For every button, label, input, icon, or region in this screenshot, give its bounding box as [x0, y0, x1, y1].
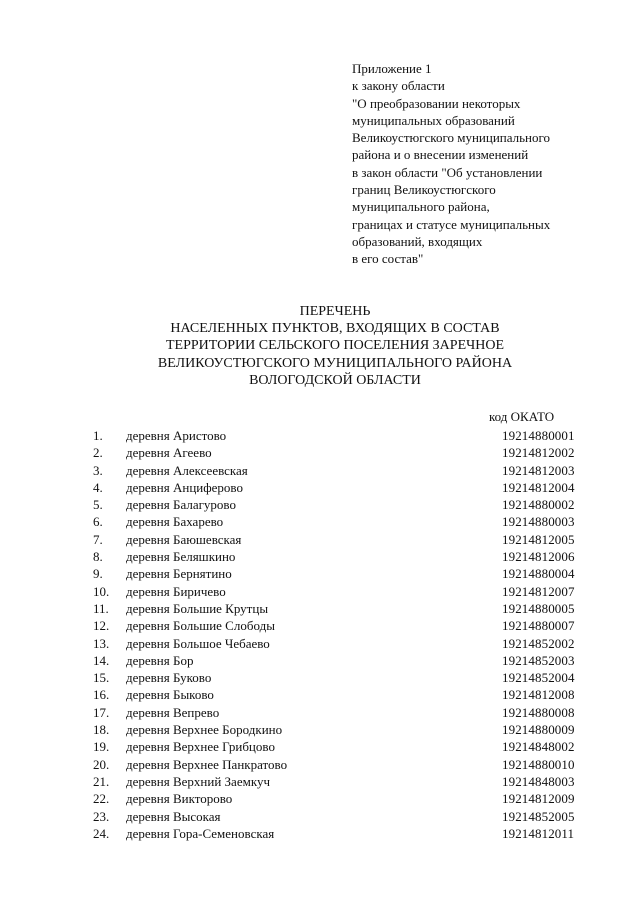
okato-code: 19214880009: [502, 722, 575, 738]
settlement-row: [0, 721, 640, 738]
settlement-name: деревня Верхний Заемкуч: [126, 773, 270, 789]
settlement-name: деревня Алексеевская: [126, 462, 248, 478]
okato-code: 19214812009: [502, 791, 575, 807]
settlement-name: деревня Бернятино: [126, 566, 232, 582]
settlement-name: деревня Анциферово: [126, 479, 243, 495]
settlement-name: деревня Агеево: [126, 445, 212, 461]
title-line: НАСЕЛЕННЫХ ПУНКТОВ, ВХОДЯЩИХ В СОСТАВ: [170, 321, 500, 337]
document-title: [0, 303, 640, 389]
okato-code: 19214852003: [502, 652, 575, 668]
okato-code: 19214880010: [502, 756, 575, 772]
settlement-row: [0, 444, 640, 461]
appendix-line: в закон области "Об установлении: [352, 164, 543, 180]
settlement-row: [0, 756, 640, 773]
appendix-line: района и о внесении изменений: [352, 147, 529, 163]
okato-code: 19214812006: [502, 549, 575, 565]
settlement-name: деревня Большие Слободы: [126, 618, 275, 634]
settlement-name: деревня Балагурово: [126, 497, 236, 513]
settlement-row: [0, 704, 640, 721]
settlement-row: [0, 825, 640, 842]
okato-code: 19214812008: [502, 687, 575, 703]
settlement-name: деревня Гора-Семеновская: [126, 825, 275, 841]
settlement-name: деревня Аристово: [126, 428, 227, 443]
settlement-name: деревня Быково: [126, 687, 214, 703]
settlement-row: [0, 479, 640, 496]
title-line: ТЕРРИТОРИИ СЕЛЬСКОГО ПОСЕЛЕНИЯ ЗАРЕЧНОЕ: [166, 338, 504, 354]
settlement-row: [0, 773, 640, 790]
settlement-row: [0, 496, 640, 513]
title-line: ВОЛОГОДСКОЙ ОБЛАСТИ: [249, 372, 421, 388]
settlement-row: [0, 686, 640, 703]
settlement-name: деревня Баюшевская: [126, 531, 242, 547]
appendix-line: к закону области: [352, 78, 445, 94]
okato-code: 19214880001: [502, 428, 575, 443]
appendix-line: в его состав": [352, 251, 424, 267]
row-number: 22.: [93, 791, 110, 807]
row-number: 19.: [93, 739, 110, 755]
settlement-name: деревня Бор: [126, 652, 194, 668]
row-number: 11.: [93, 600, 109, 616]
settlement-row: [0, 669, 640, 686]
row-number: 1.: [93, 428, 103, 443]
row-number: 12.: [93, 618, 110, 634]
okato-code: 19214852005: [502, 808, 575, 824]
settlement-name: деревня Биричево: [126, 583, 226, 599]
okato-code: 19214852004: [502, 670, 575, 686]
row-number: 4.: [93, 479, 103, 495]
settlement-row: [0, 531, 640, 548]
settlement-name: деревня Большое Чебаево: [126, 635, 270, 651]
settlement-row: [0, 427, 640, 444]
row-number: 5.: [93, 497, 103, 513]
okato-code: 19214812011: [502, 825, 575, 841]
row-number: 16.: [93, 687, 110, 703]
row-number: 17.: [93, 704, 110, 720]
okato-column-header: код ОКАТО: [489, 409, 555, 424]
row-number: 2.: [93, 445, 103, 461]
okato-code: 19214812007: [502, 583, 575, 599]
title-line: ВЕЛИКОУСТЮГСКОГО МУНИЦИПАЛЬНОГО РАЙОНА: [157, 355, 513, 371]
row-number: 7.: [93, 531, 103, 547]
appendix-line: образований, входящих: [352, 233, 483, 249]
settlement-name: деревня Верхнее Панкратово: [126, 756, 288, 772]
row-number: 6.: [93, 514, 103, 530]
row-number: 14.: [93, 652, 110, 668]
okato-code: 19214880003: [502, 514, 575, 530]
settlement-name: деревня Викторово: [126, 791, 233, 807]
row-number: 8.: [93, 549, 103, 565]
row-number: 9.: [93, 566, 103, 582]
settlement-row: [0, 635, 640, 652]
settlement-row: [0, 565, 640, 582]
okato-code: 19214812002: [502, 445, 575, 461]
appendix-line: границ Великоустюгского: [352, 182, 496, 198]
settlement-row: [0, 808, 640, 825]
okato-code: 19214880002: [502, 497, 575, 513]
settlement-row: [0, 548, 640, 565]
settlement-list: [0, 427, 640, 842]
appendix-line: границах и статусе муниципальных: [352, 216, 551, 232]
title-line: ПЕРЕЧЕНЬ: [299, 304, 371, 319]
okato-code: 19214812004: [502, 479, 575, 495]
okato-code: 19214880007: [502, 618, 575, 634]
settlement-name: деревня Бахарево: [126, 514, 224, 530]
row-number: 10.: [93, 583, 110, 599]
appendix-line: Великоустюгского муниципального: [352, 130, 551, 146]
settlement-name: деревня Вепрево: [126, 704, 220, 720]
settlement-row: [0, 738, 640, 755]
appendix-line: муниципальных образований: [352, 112, 515, 128]
row-number: 21.: [93, 773, 110, 789]
settlement-row: [0, 652, 640, 669]
okato-code: 19214880004: [502, 566, 575, 582]
settlement-row: [0, 462, 640, 479]
okato-code: 19214812005: [502, 531, 575, 547]
settlement-name: деревня Буково: [126, 670, 212, 686]
settlement-row: [0, 583, 640, 600]
okato-code: 19214848003: [502, 773, 575, 789]
appendix-line: муниципального района,: [352, 199, 490, 215]
settlement-name: деревня Беляшкино: [126, 549, 236, 565]
settlement-row: [0, 790, 640, 807]
okato-code: 19214848002: [502, 739, 575, 755]
appendix-line: Приложение 1: [352, 61, 432, 76]
appendix-line: "О преобразовании некоторых: [352, 95, 521, 111]
row-number: 15.: [93, 670, 110, 686]
okato-code: 19214880008: [502, 704, 575, 720]
row-number: 13.: [93, 635, 110, 651]
settlement-name: деревня Высокая: [126, 808, 221, 824]
row-number: 3.: [93, 462, 103, 478]
settlement-name: деревня Верхнее Бородкино: [126, 722, 283, 738]
okato-code: 19214812003: [502, 462, 575, 478]
row-number: 24.: [93, 825, 110, 841]
settlement-row: [0, 617, 640, 634]
settlement-row: [0, 600, 640, 617]
okato-code: 19214852002: [502, 635, 575, 651]
row-number: 18.: [93, 722, 110, 738]
settlement-row: [0, 513, 640, 530]
settlement-name: деревня Верхнее Грибцово: [126, 739, 275, 755]
row-number: 23.: [93, 808, 110, 824]
appendix-header: [352, 60, 622, 268]
row-number: 20.: [93, 756, 110, 772]
settlement-name: деревня Большие Крутцы: [126, 600, 269, 616]
okato-code: 19214880005: [502, 600, 575, 616]
